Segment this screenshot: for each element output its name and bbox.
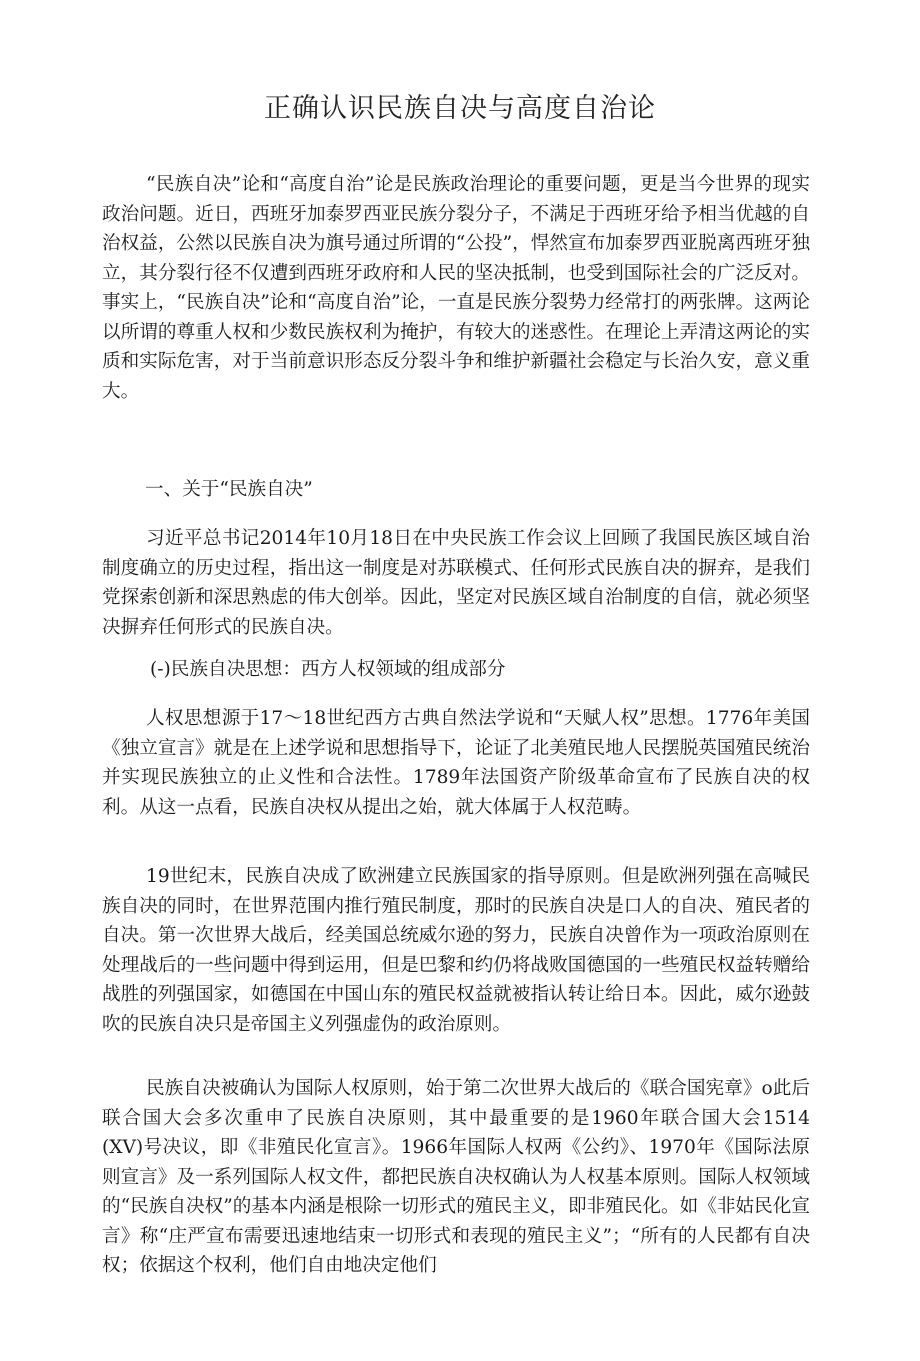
subsection-heading-1: (-)民族自决思想：西方人权领域的组成部分: [150, 659, 506, 680]
paragraph-intro: “民族自决”论和“高度自治”论是民族政治理论的重要问题，更是当今世界的现实政治问题。近日，西班牙加泰罗西亚民族分裂分子，不满足于西班牙给予相当优越的自治权益，公然以民族自决为旗号通过所谓的“公投”，悍然宣布加泰罗西亚脱离西班牙独立，其分裂行径不仅遭到西班牙政府和人民的坚决抵制，也受到国际社会的广泛反对。事实上，“民族自决”论和“高度自治”论，一直是民族分裂势力经常打的两张牌。这两论以所谓的尊重人权和少数民族权利为掩护，有较大的迷惑性。在理论上弄清这两论的实质和实际危害，对于当前意识形态反分裂斗争和维护新疆社会稳定与长治久安，意义重大。: [102, 174, 810, 402]
section-heading-1: 一、关于“民族自决”: [145, 479, 313, 500]
paragraph-un-charter: 民族自决被确认为国际人权原则，始于第二次世界大战后的《联合国宪章》o此后联合国大会多次重申了民族自决原则，其中最重要的是1960年联合国大会1514 (XV)号决议，即《非殖民化宣言》。1966年国际人权两《公约》、1970年《国际法原则宣言》及一系列国际人权文件，都把民族自决权确认为人权基本原则。国际人权领域的“民族自决权”的基本内涵是根除一切形式的殖民主义，即非殖民化。如《非姑民化宣言》称“庄严宣布需要迅速地结束一切形式和表现的殖民主义”；“所有的人民都有自决权；依据这个权利，他们自由地决定他们: [102, 1078, 848, 1276]
document-title: 正确认识民族自决与高度自治论: [264, 93, 656, 124]
paragraph-xi: 习近平总书记2014年10月18日在中央民族工作会议上回顾了我国民族区域自治制度确立的历史过程，指出这一制度是对苏联模式、任何形式民族自决的摒弃，是我们党探索创新和深思熟虑的伟大创举。因此，坚定对民族区域自治制度的自信，就必须坚决摒弃任何形式的民族自决。: [102, 528, 810, 638]
paragraph-19th-century: 19世纪末，民族自决成了欧洲建立民族国家的指导原则。但是欧洲列强在高喊民族自决的同时，在世界范围内推行殖民制度，那时的民族自决是口人的自决、殖民者的自决。第一次世界大战后，经美国总统威尔逊的努力，民族自决曾作为一项政治原则在处理战后的一些问题中得到运用，但是巴黎和约仍将战败国德国的一些殖民权益转赠给战胜的列强国家，如德国在中国山东的殖民权益就被指认转让给日本。因此，威尔逊鼓吹的民族自决只是帝国主义列强虚伪的政治原则。: [102, 866, 810, 1035]
paragraph-human-rights: 人权思想源于17～18世纪西方古典自然法学说和“天赋人权”思想。1776年美国《独立宣言》就是在上述学说和思想指导下，论证了北美殖民地人民摆脱英国殖民统治并实现民族独立的止义性和合法性。1789年法国资产阶级革命宣布了民族自决的权利。从这一点看，民族自决权从提出之始，就大体属于人权范畴。: [102, 708, 810, 818]
